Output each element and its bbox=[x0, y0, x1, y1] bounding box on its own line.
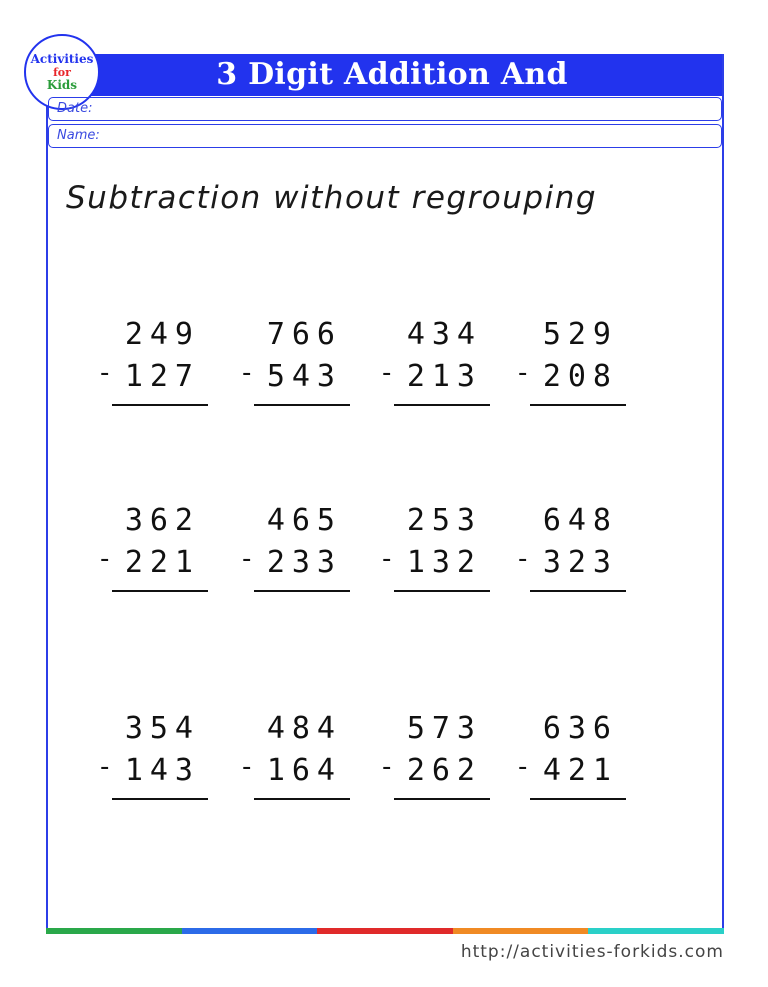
minuend: 484 bbox=[266, 711, 342, 746]
minuend: 636 bbox=[542, 711, 618, 746]
name-label: Name: bbox=[57, 128, 100, 143]
minuend: 362 bbox=[124, 503, 200, 538]
minus-sign: - bbox=[100, 544, 110, 574]
minus-sign: - bbox=[518, 752, 528, 782]
subtrahend: 421 bbox=[542, 753, 618, 788]
subtrahend: 143 bbox=[124, 753, 200, 788]
logo-line-1: Activities bbox=[30, 51, 94, 66]
minus-sign: - bbox=[242, 358, 252, 388]
minus-sign: - bbox=[382, 358, 392, 388]
subtraction-problem bbox=[96, 712, 216, 812]
logo-line-2: for bbox=[53, 65, 71, 79]
answer-line[interactable] bbox=[530, 404, 626, 406]
subtraction-problem bbox=[514, 712, 634, 812]
subtraction-problem bbox=[378, 318, 498, 418]
minuend: 766 bbox=[266, 317, 342, 352]
subtrahend: 221 bbox=[124, 545, 200, 580]
date-field[interactable] bbox=[48, 97, 722, 121]
answer-line[interactable] bbox=[530, 590, 626, 592]
minus-sign: - bbox=[518, 358, 528, 388]
subtrahend: 208 bbox=[542, 359, 618, 394]
minuend: 354 bbox=[124, 711, 200, 746]
subtrahend: 164 bbox=[266, 753, 342, 788]
minus-sign: - bbox=[242, 752, 252, 782]
minus-sign: - bbox=[100, 752, 110, 782]
subtraction-problem bbox=[238, 318, 358, 418]
subtrahend: 213 bbox=[406, 359, 482, 394]
minuend: 529 bbox=[542, 317, 618, 352]
subtraction-problem bbox=[96, 318, 216, 418]
subtrahend: 262 bbox=[406, 753, 482, 788]
minuend: 434 bbox=[406, 317, 482, 352]
section-title: Subtraction without regrouping bbox=[66, 180, 598, 216]
subtraction-problem bbox=[96, 504, 216, 604]
subtrahend: 323 bbox=[542, 545, 618, 580]
minus-sign: - bbox=[518, 544, 528, 574]
logo-line-3: Kids bbox=[46, 77, 78, 92]
subtraction-problem bbox=[514, 504, 634, 604]
minus-sign: - bbox=[242, 544, 252, 574]
footer-url[interactable]: http://activities-forkids.com bbox=[460, 942, 724, 962]
subtrahend: 127 bbox=[124, 359, 200, 394]
name-field[interactable] bbox=[48, 124, 722, 148]
color-bar-segment bbox=[453, 928, 589, 934]
subtraction-problem bbox=[238, 504, 358, 604]
answer-line[interactable] bbox=[112, 590, 208, 592]
subtrahend: 132 bbox=[406, 545, 482, 580]
minuend: 465 bbox=[266, 503, 342, 538]
answer-line[interactable] bbox=[112, 404, 208, 406]
answer-line[interactable] bbox=[254, 798, 350, 800]
color-bar-segment bbox=[588, 928, 724, 934]
minuend: 249 bbox=[124, 317, 200, 352]
subtrahend: 543 bbox=[266, 359, 342, 394]
color-bar-segment bbox=[182, 928, 318, 934]
color-bar-segment bbox=[46, 928, 182, 934]
answer-line[interactable] bbox=[112, 798, 208, 800]
subtrahend: 233 bbox=[266, 545, 342, 580]
date-label: Date: bbox=[57, 101, 93, 116]
minus-sign: - bbox=[382, 752, 392, 782]
minuend: 253 bbox=[406, 503, 482, 538]
page-title: 3 Digit Addition And Subtraction bbox=[216, 57, 568, 134]
color-bar-segment bbox=[317, 928, 453, 934]
minus-sign: - bbox=[382, 544, 392, 574]
minus-sign: - bbox=[100, 358, 110, 388]
subtraction-problem bbox=[378, 712, 498, 812]
minuend: 648 bbox=[542, 503, 618, 538]
answer-line[interactable] bbox=[394, 798, 490, 800]
subtraction-problem bbox=[378, 504, 498, 604]
answer-line[interactable] bbox=[394, 590, 490, 592]
subtraction-problem bbox=[514, 318, 634, 418]
minuend: 573 bbox=[406, 711, 482, 746]
answer-line[interactable] bbox=[394, 404, 490, 406]
answer-line[interactable] bbox=[530, 798, 626, 800]
answer-line[interactable] bbox=[254, 590, 350, 592]
answer-line[interactable] bbox=[254, 404, 350, 406]
subtraction-problem bbox=[238, 712, 358, 812]
